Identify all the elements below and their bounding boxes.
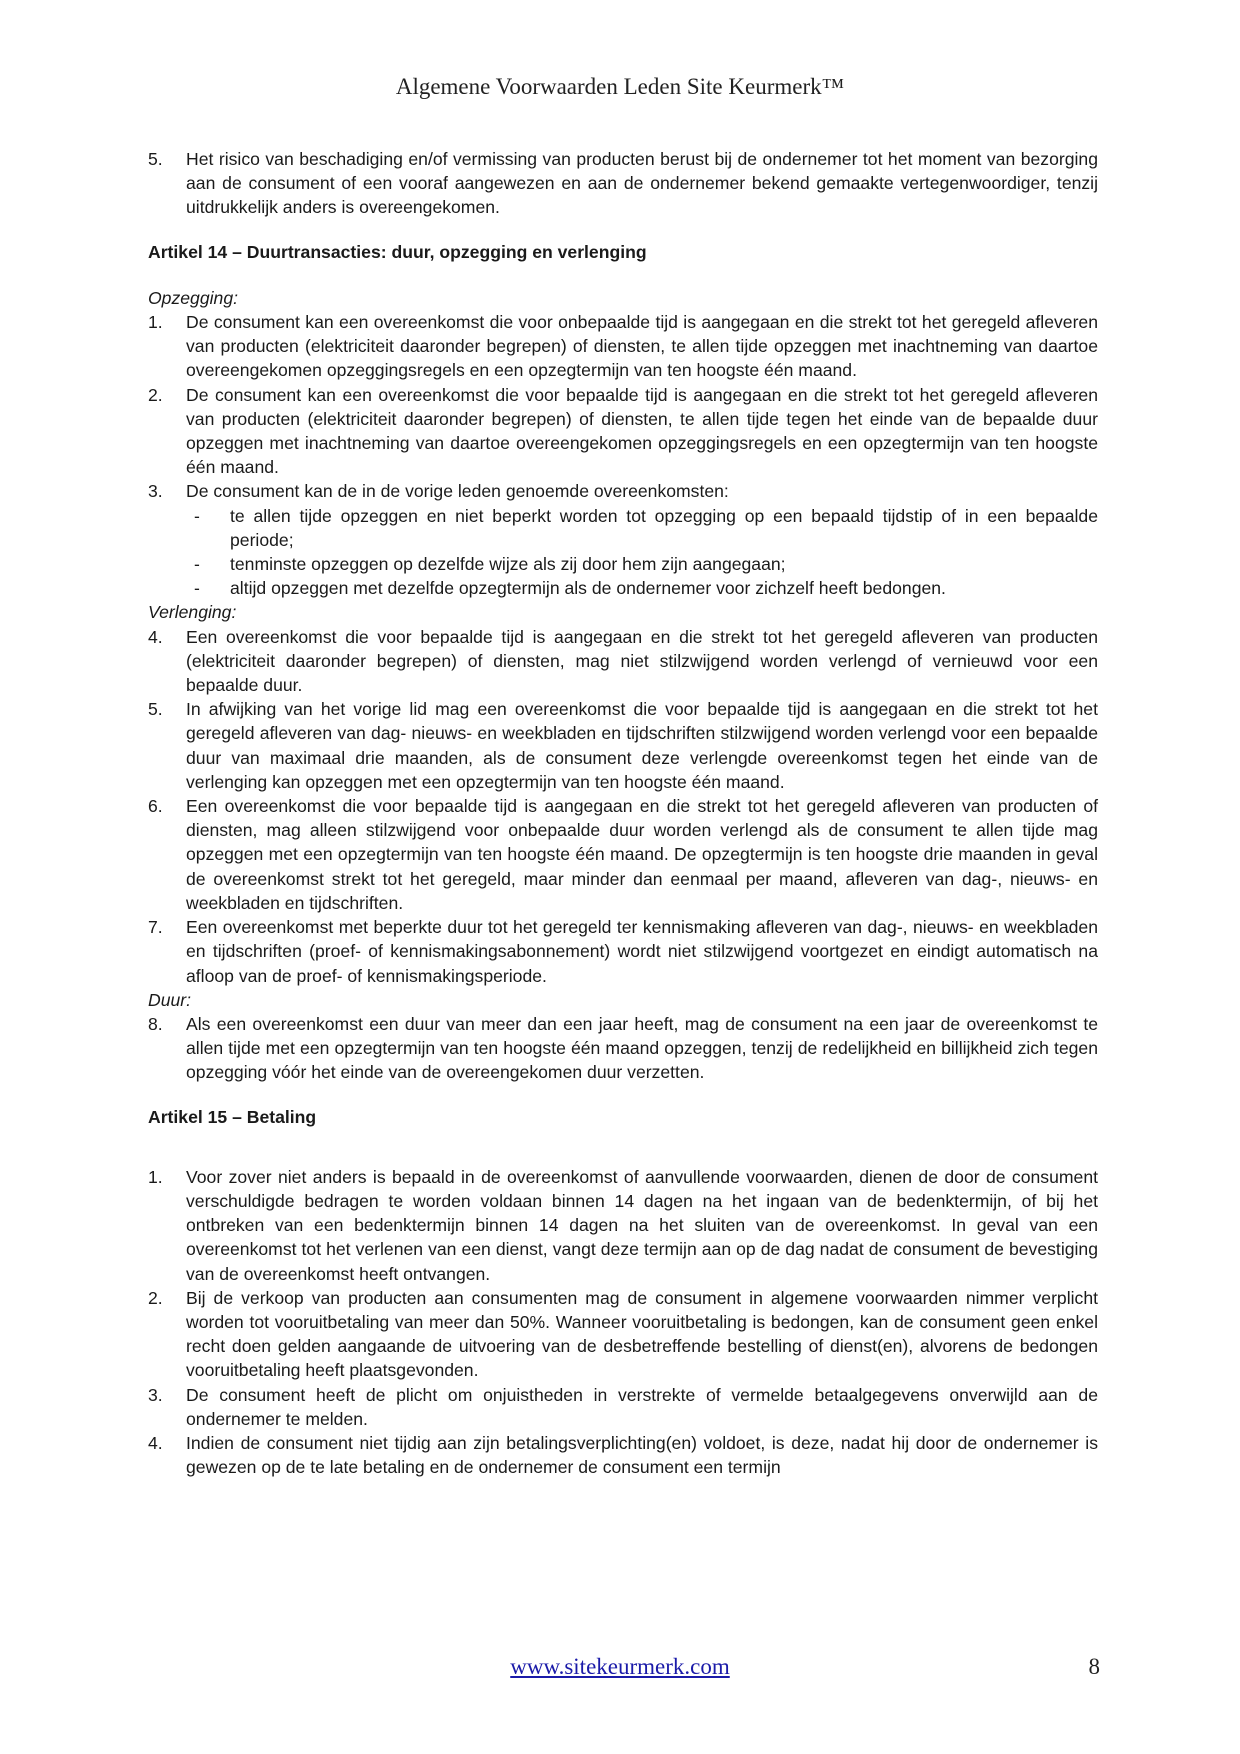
list-item <box>148 1012 1098 1085</box>
list-item <box>148 310 1098 383</box>
item-text: De consument heeft de plicht om onjuistheden in verstrekte of vermelde betaalgegevens onverwijld aan de ondernemer te melden. <box>186 1384 1098 1429</box>
article-14-heading: Artikel 14 – Duurtransacties: duur, opzegging en verlenging <box>148 241 647 262</box>
item-number: 8. <box>148 1013 163 1034</box>
item-text: De consument kan de in de vorige leden genoemde overeenkomsten: <box>186 481 729 502</box>
item-text: Voor zover niet anders is bepaald in de overeenkomst of aanvullende voorwaarden, dienen de door de consument verschuldigde bedragen te worden voldaan binnen 14 dagen na het ingaan van de bedenktermijn, of bij het ontbreken van een bedenktermijn binnen 14 dagen na het sluiten van de overeenkomst. In geval van een overeenkomst tot het verlenen van een dienst, vangt deze termijn aan op de dag nadat de consument de bevestiging van de overeenkomst heeft ontvangen. <box>186 1166 1098 1284</box>
list-item <box>148 625 1098 698</box>
item-text: Indien de consument niet tijdig aan zijn betalingsverplichting(en) voldoet, is deze, nadat hij door de ondernemer is gewezen op de te late betaling en de ondernemer de consument een termijn <box>186 1432 1098 1478</box>
item-number: 1. <box>148 312 163 333</box>
item-text: In afwijking van het vorige lid mag een overeenkomst die voor bepaalde tijd is aangegaan en die strekt tot het geregeld afleveren van dag- nieuws- en weekbladen en tijdschriften stilzwijgend worden verlengd voor een bepaalde duur van maximaal drie maanden, als de consument deze verlengde overeenkomst tegen het einde van de verlenging kan opzeggen met een opzegtermijn van ten hoogste één maand. <box>186 699 1098 792</box>
dash-marker: - <box>194 554 200 575</box>
dash-text: altijd opzeggen met dezelfde opzegtermijn als de ondernemer voor zichzelf heeft bedongen. <box>230 578 946 599</box>
item-number: 7. <box>148 917 163 938</box>
item-text: Het risico van beschadiging en/of vermissing van producten berust bij de ondernemer tot het moment van bezorging aan de consument of een vooraf aangewezen en aan de ondernemer bekend gemaakte vertegenwoordiger, tenzij uitdrukkelijk anders is overeengekomen. <box>186 149 1098 218</box>
item-number: 3. <box>148 481 163 502</box>
subheading-verlenging: Verlenging: <box>148 602 237 623</box>
item-text: Een overeenkomst die voor bepaalde tijd is aangegaan en die strekt tot het geregeld afleveren van producten of diensten, mag alleen stilzwijgend voor onbepaalde duur worden verlengd als de consument te allen tijde mag opzeggen met een opzegtermijn van ten hoogste één maand. De opzegtermijn is ten hoogste drie maanden in geval de overeenkomst strekt tot het geregeld, maar minder dan eenmaal per maand, afleveren van dag-, nieuws- en weekbladen en tijdschriften. <box>186 796 1098 913</box>
list-item <box>148 794 1098 915</box>
list-item <box>148 383 1098 480</box>
item-number: 4. <box>148 1432 163 1453</box>
dash-marker: - <box>194 578 200 599</box>
item-number: 4. <box>148 626 163 647</box>
list-item <box>148 915 1098 988</box>
list-item <box>148 697 1098 794</box>
item-text: De consument kan een overeenkomst die voor onbepaalde tijd is aangegaan en die strekt tot het geregeld afleveren van producten (elektriciteit daaronder begrepen) of diensten, te allen tijde opzeggen met inachtneming van daartoe overeengekomen opzeggingsregels en een opzegtermijn van ten hoogste één maand. <box>186 312 1098 381</box>
item-number: 1. <box>148 1166 163 1187</box>
item-number: 5. <box>148 699 163 720</box>
item-number: 6. <box>148 796 163 817</box>
list-item <box>148 479 1098 503</box>
dash-marker: - <box>194 505 200 526</box>
item-text: Als een overeenkomst een duur van meer dan een jaar heeft, mag de consument na een jaar de overeenkomst te allen tijde met een opzegtermijn van ten hoogste één maand opzeggen, tenzij de redelijkheid en billijkheid zich tegen opzegging vóór het einde van de overeengekomen duur verzetten. <box>186 1013 1098 1083</box>
dash-text: tenminste opzeggen op dezelfde wijze als zij door hem zijn aangegaan; <box>230 554 786 575</box>
document-body <box>148 147 1098 1479</box>
list-item <box>148 1383 1098 1431</box>
list-item <box>148 1165 1098 1286</box>
subheading-duur: Duur: <box>148 989 192 1010</box>
footer-website-link[interactable]: www.sitekeurmerk.com <box>510 1654 730 1679</box>
item-number: 5. <box>148 149 163 169</box>
item-number: 2. <box>148 384 163 405</box>
item-text: Een overeenkomst die voor bepaalde tijd is aangegaan en die strekt tot het geregeld afleveren van producten (elektriciteit daaronder begrepen) of diensten, mag niet stilzwijgend worden verlengd of vernieuwd voor een bepaalde duur. <box>186 626 1098 696</box>
item-text: Bij de verkoop van producten aan consumenten mag de consument in algemene voorwaarden nimmer verplicht worden tot vooruitbetaling van meer dan 50%. Wanneer vooruitbetaling is bedongen, kan de consument geen enkel recht doen gelden aangaande de uitvoering van de desbetreffende bestelling of dienst(en), alvorens de bedongen vooruitbetaling heeft plaatsgevonden. <box>186 1287 1098 1381</box>
page-header-title: Algemene Voorwaarden Leden Site Keurmerk™ <box>395 74 845 99</box>
dash-list-item <box>148 576 1098 600</box>
list-item <box>148 147 1098 220</box>
list-item <box>148 1286 1098 1383</box>
dash-list-item <box>148 552 1098 576</box>
article-15-heading: Artikel 15 – Betaling <box>148 1106 317 1127</box>
item-number: 3. <box>148 1384 163 1405</box>
page-number: 8 <box>1088 1654 1100 1679</box>
dash-text: te allen tijde opzeggen en niet beperkt worden tot opzegging op een bepaald tijdstip of in een bepaalde periode; <box>230 505 1098 550</box>
subheading-opzegging: Opzegging: <box>148 287 238 308</box>
list-item <box>148 1431 1098 1479</box>
item-number: 2. <box>148 1287 163 1308</box>
item-text: De consument kan een overeenkomst die voor bepaalde tijd is aangegaan en die strekt tot het geregeld afleveren van producten (elektriciteit daaronder begrepen) of diensten, te allen tijde tegen het einde van de bepaalde duur opzeggen met inachtneming van daartoe overeengekomen opzeggingsregels en een opzegtermijn van ten hoogste één maand. <box>186 384 1098 478</box>
item-text: Een overeenkomst met beperkte duur tot het geregeld ter kennismaking afleveren van dag-, nieuws- en weekbladen en tijdschriften (proef- of kennismakingsabonnement) wordt niet stilzwijgend voortgezet en eindigt automatisch na afloop van de proef- of kennismakingsperiode. <box>186 917 1098 986</box>
dash-list-item <box>148 504 1098 552</box>
